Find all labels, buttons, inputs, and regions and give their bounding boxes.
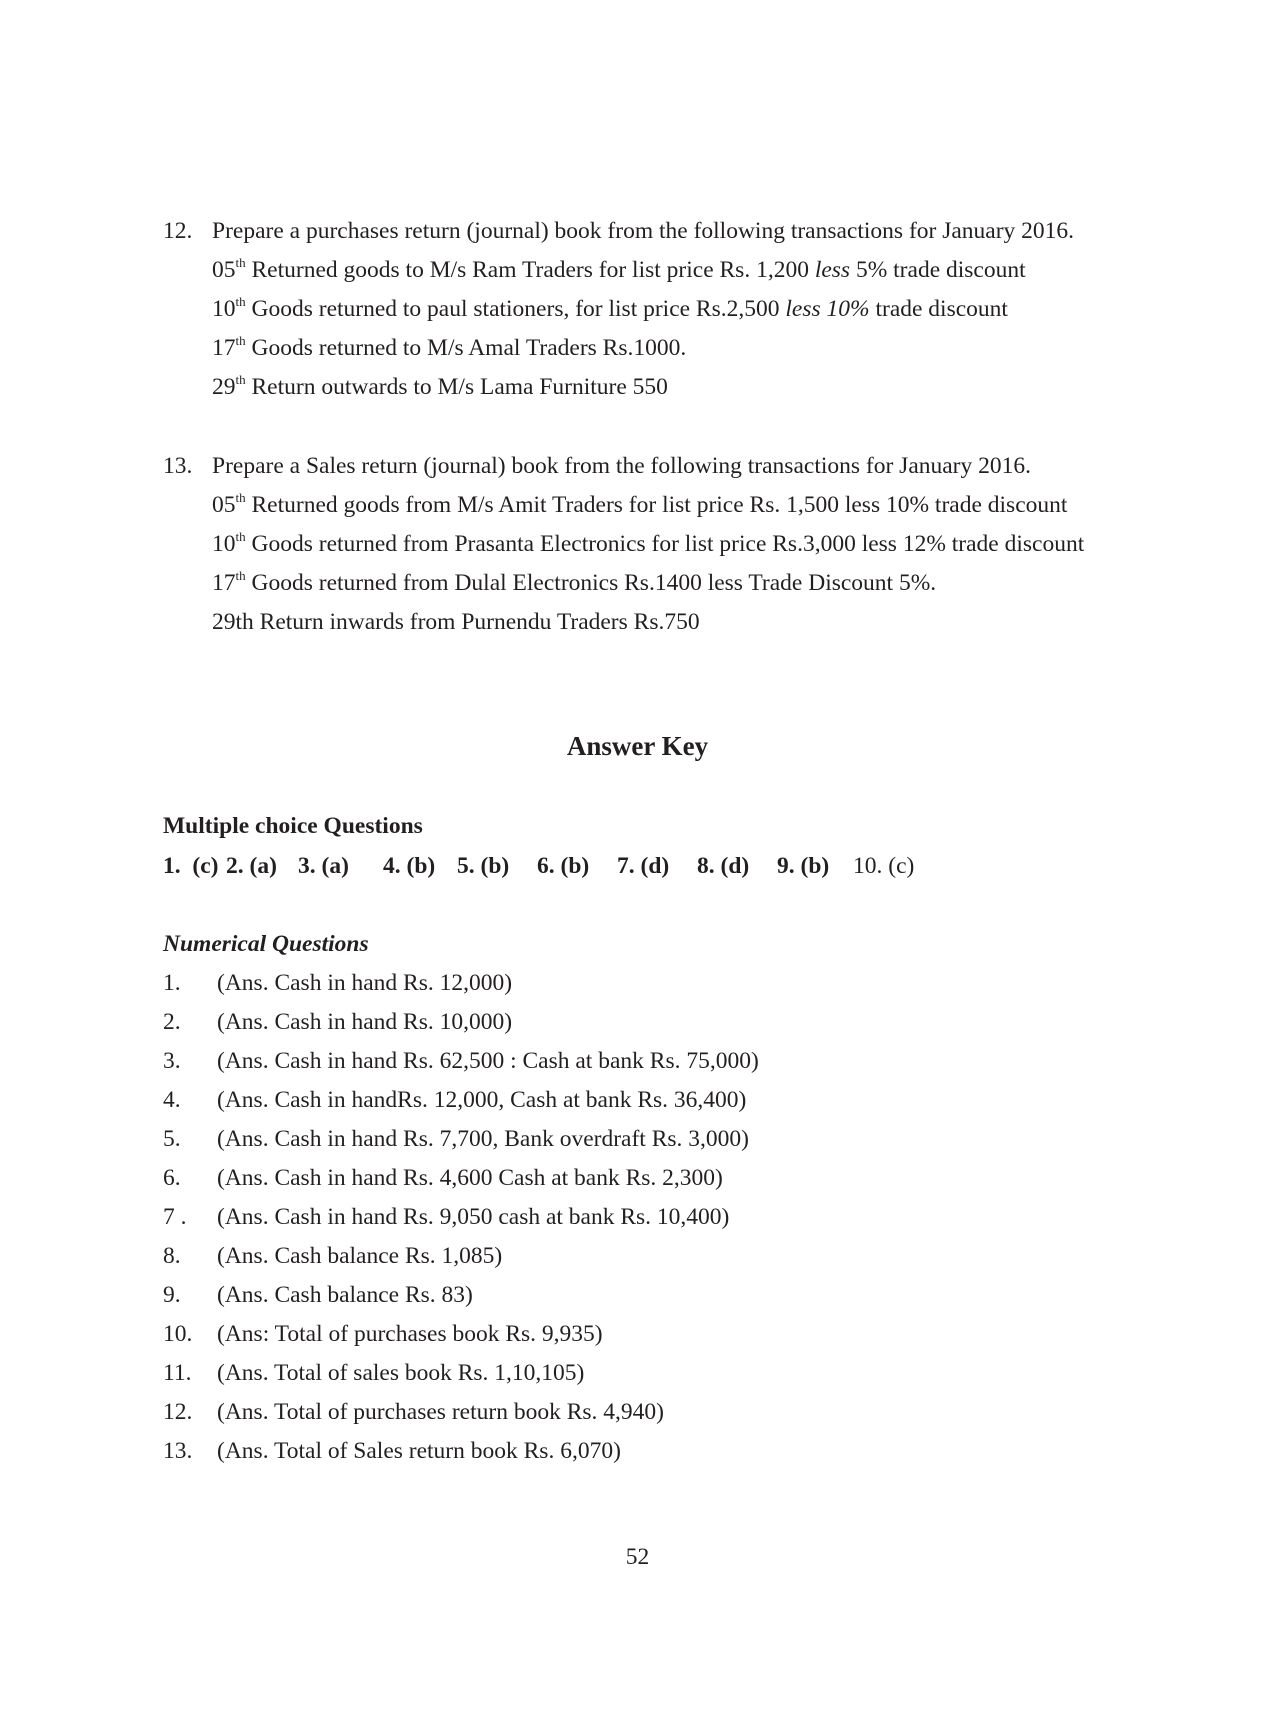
answer-number: 11. <box>163 1360 192 1386</box>
transaction-text: Return outwards to M/s Lama Furniture 550 <box>245 374 668 400</box>
numerical-answer <box>0 1163 1275 1193</box>
transaction-text: Goods returned from Prasanta Electronics for list price Rs.3,000 less 12% trade discount <box>245 531 1085 557</box>
mcq-answers <box>0 851 1275 881</box>
question-prompt: Prepare a purchases return (journal) book from the following transactions for January 2016. <box>212 218 1075 244</box>
answer-text: (Ans. Cash in hand Rs. 7,700, Bank overdraft Rs. 3,000) <box>217 1126 749 1152</box>
ordinal-suffix: th <box>235 529 246 545</box>
answer-number: 7 . <box>163 1204 187 1230</box>
ordinal-suffix: th <box>235 568 246 584</box>
mcq-answer: 10. (c) <box>853 853 915 879</box>
answer-key-title: Answer Key <box>566 731 709 761</box>
answer-text: (Ans. Cash in hand Rs. 10,000) <box>217 1009 513 1035</box>
transaction-text: Returned goods from M/s Amit Traders for list price Rs. 1,500 less 10% trade discount <box>245 492 1068 518</box>
answer-number: 13. <box>163 1438 193 1464</box>
transaction-line <box>212 372 668 402</box>
numerical-answer <box>0 1397 1275 1427</box>
answer-text: (Ans. Total of Sales return book Rs. 6,070) <box>217 1438 621 1464</box>
transaction-line <box>212 294 1008 324</box>
mcq-answer: 4. (b) <box>383 853 436 879</box>
answer-text: (Ans. Total of purchases return book Rs. 4,940) <box>217 1399 664 1425</box>
answer-number: 4. <box>163 1087 181 1113</box>
transaction-text: 5% trade discount <box>850 257 1026 283</box>
answer-text: (Ans. Cash in hand Rs. 12,000) <box>217 970 513 996</box>
answer-text: (Ans. Total of sales book Rs. 1,10,105) <box>217 1360 585 1386</box>
mcq-answer: 3. (a) <box>298 853 349 879</box>
numerical-answer <box>0 1124 1275 1154</box>
transaction-day: 05 <box>212 257 236 283</box>
question-number: 12. <box>163 218 193 244</box>
numerical-answer <box>0 1358 1275 1388</box>
transaction-text: trade discount <box>869 296 1008 322</box>
transaction-line <box>212 490 1067 520</box>
ordinal-suffix: th <box>235 294 246 310</box>
answer-text: (Ans. Cash in hand Rs. 62,500 : Cash at bank Rs. 75,000) <box>217 1048 759 1074</box>
transaction-line <box>212 255 1026 285</box>
mcq-answer: 9. (b) <box>777 853 830 879</box>
answer-text: (Ans. Cash in handRs. 12,000, Cash at bank Rs. 36,400) <box>217 1087 747 1113</box>
numerical-answer <box>0 1085 1275 1115</box>
transaction-day: 17 <box>212 335 236 361</box>
answer-number: 6. <box>163 1165 181 1191</box>
numerical-heading: Numerical Questions <box>163 931 369 957</box>
numerical-answer <box>0 1280 1275 1310</box>
answer-number: 3. <box>163 1048 181 1074</box>
answer-number: 5. <box>163 1126 181 1152</box>
ordinal-suffix: th <box>235 255 246 271</box>
transaction-text: Goods returned to M/s Amal Traders Rs.1000. <box>245 335 687 361</box>
numerical-answer <box>0 1202 1275 1232</box>
answer-text: (Ans. Cash balance Rs. 1,085) <box>217 1243 503 1269</box>
numerical-answer <box>0 1436 1275 1466</box>
numerical-answer <box>0 968 1275 998</box>
answer-number: 8. <box>163 1243 181 1269</box>
transaction-day: 10 <box>212 531 236 557</box>
answer-number: 12. <box>163 1399 193 1425</box>
numerical-answer <box>0 1241 1275 1271</box>
mcq-answer: 2. (a) <box>226 853 277 879</box>
page-number: 52 <box>625 1544 650 1570</box>
mcq-answer: 5. (b) <box>457 853 510 879</box>
numerical-answer <box>0 1007 1275 1037</box>
mcq-answer: 8. (d) <box>697 853 750 879</box>
transaction-line <box>212 333 686 363</box>
ordinal-suffix: th <box>235 490 246 506</box>
mcq-answer: 7. (d) <box>617 853 670 879</box>
answer-number: 10. <box>163 1321 193 1347</box>
ordinal-suffix: th <box>235 372 246 388</box>
question-number: 13. <box>163 453 193 479</box>
transaction-line <box>212 529 1084 559</box>
transaction-line <box>212 607 700 637</box>
ordinal-suffix: th <box>235 333 246 349</box>
transaction-text: Goods returned from Dulal Electronics Rs.1400 less Trade Discount 5%. <box>245 570 937 596</box>
transaction-text: Returned goods to M/s Ram Traders for list price Rs. 1,200 <box>245 257 815 283</box>
transaction-day: 29 <box>212 374 236 400</box>
transaction-text: 29th Return inwards from Purnendu Traders Rs.750 <box>212 609 700 635</box>
answer-number: 2. <box>163 1009 181 1035</box>
answer-text: (Ans. Cash in hand Rs. 4,600 Cash at bank Rs. 2,300) <box>217 1165 723 1191</box>
transaction-line <box>212 568 936 598</box>
answer-text: (Ans. Cash in hand Rs. 9,050 cash at bank Rs. 10,400) <box>217 1204 730 1230</box>
numerical-answer <box>0 1319 1275 1349</box>
mcq-answer: 1. (c) <box>163 853 219 879</box>
mcq-answer: 6. (b) <box>537 853 590 879</box>
transaction-day: 05 <box>212 492 236 518</box>
transaction-emphasis: less <box>814 257 851 283</box>
question-prompt: Prepare a Sales return (journal) book from the following transactions for January 2016. <box>212 453 1032 479</box>
transaction-text: Goods returned to paul stationers, for list price Rs.2,500 <box>245 296 786 322</box>
transaction-day: 17 <box>212 570 236 596</box>
answer-number: 1. <box>163 970 181 996</box>
answer-text: (Ans: Total of purchases book Rs. 9,935) <box>217 1321 603 1347</box>
numerical-answer <box>0 1046 1275 1076</box>
answer-number: 9. <box>163 1282 181 1308</box>
transaction-emphasis: less 10% <box>785 296 870 322</box>
mcq-heading: Multiple choice Questions <box>163 813 423 839</box>
transaction-day: 10 <box>212 296 236 322</box>
answer-text: (Ans. Cash balance Rs. 83) <box>217 1282 473 1308</box>
